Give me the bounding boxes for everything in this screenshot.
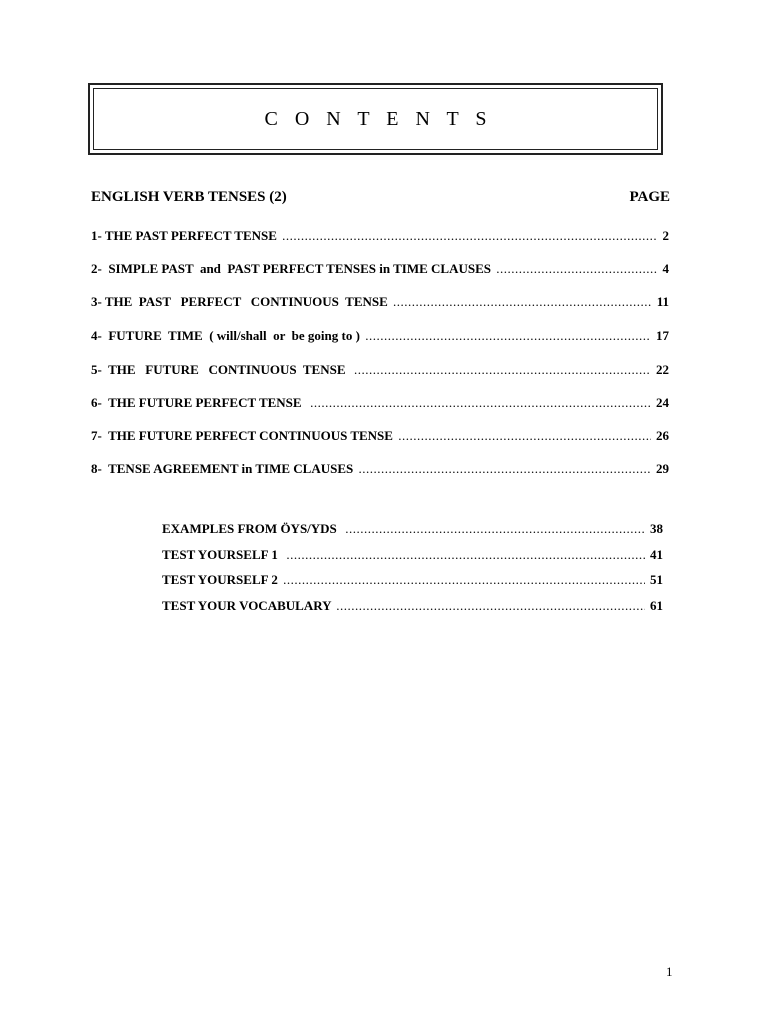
dot-leader	[354, 362, 651, 378]
toc-entry-label: 2- SIMPLE PAST and PAST PERFECT TENSES in TIME CLAUSES	[91, 261, 495, 276]
toc-entry[interactable]	[91, 395, 669, 413]
toc-entry-label: 5- THE FUTURE CONTINUOUS TENSE	[91, 362, 353, 377]
toc-entry-page: 26	[652, 428, 669, 443]
toc-sub-entry[interactable]	[162, 547, 663, 565]
section-title: ENGLISH VERB TENSES (2)	[91, 189, 287, 205]
section-header	[91, 189, 670, 209]
toc-entry-page: 2	[659, 228, 669, 243]
toc-sub-entry-label: TEST YOUR VOCABULARY	[162, 598, 335, 613]
dot-leader	[283, 572, 645, 588]
toc-entry-label: 6- THE FUTURE PERFECT TENSE	[91, 395, 309, 410]
contents-title-box	[88, 83, 663, 155]
toc-sub-entry-page: 51	[646, 572, 663, 587]
page-column-label: PAGE	[629, 189, 670, 205]
toc-sub-entry-page: 41	[646, 547, 663, 562]
toc-entry[interactable]	[91, 228, 669, 246]
toc-entry-label: 7- THE FUTURE PERFECT CONTINUOUS TENSE	[91, 428, 397, 443]
toc-entry[interactable]	[91, 362, 669, 380]
toc-entry-page: 17	[652, 328, 669, 343]
toc-entry[interactable]	[91, 261, 669, 279]
dot-leader	[282, 228, 657, 244]
toc-sub-entry-label: TEST YOURSELF 1	[162, 547, 285, 562]
toc-entry[interactable]	[91, 428, 669, 446]
dot-leader	[359, 461, 651, 477]
toc-sub-entry-label: TEST YOURSELF 2	[162, 572, 282, 587]
dot-leader	[336, 598, 644, 614]
toc-entry-page: 22	[652, 362, 669, 377]
dot-leader	[310, 395, 651, 411]
toc-entry[interactable]	[91, 294, 669, 312]
toc-sub-entry[interactable]	[162, 598, 663, 616]
dot-leader	[365, 328, 651, 344]
dot-leader	[345, 521, 644, 537]
toc-entry-page: 29	[652, 461, 669, 476]
toc-entry-label: 1- THE PAST PERFECT TENSE	[91, 228, 281, 243]
toc-entry[interactable]	[91, 328, 669, 346]
toc-entry[interactable]	[91, 461, 669, 479]
toc-sub-entry-page: 61	[646, 598, 663, 613]
toc-entry-page: 24	[652, 395, 669, 410]
toc-sub-entry-page: 38	[646, 521, 663, 536]
toc-sub-entry[interactable]	[162, 521, 663, 539]
toc-entry-page: 11	[653, 294, 669, 309]
toc-entry-label: 4- FUTURE TIME ( will/shall or be going to )	[91, 328, 364, 343]
toc-sub-entry-label: EXAMPLES FROM ÖYS/YDS	[162, 521, 344, 536]
dot-leader	[496, 261, 657, 277]
toc-entry-label: 3- THE PAST PERFECT CONTINUOUS TENSE	[91, 294, 392, 309]
contents-title: C O N T E N T S	[264, 107, 493, 130]
dot-leader	[398, 428, 651, 444]
toc-sub-entry[interactable]	[162, 572, 663, 590]
dot-leader	[286, 547, 644, 563]
toc-entry-page: 4	[659, 261, 669, 276]
page-number: 1	[666, 964, 673, 979]
toc-entry-label: 8- TENSE AGREEMENT in TIME CLAUSES	[91, 461, 357, 476]
dot-leader	[393, 294, 651, 310]
contents-title-inner-frame	[93, 88, 658, 150]
